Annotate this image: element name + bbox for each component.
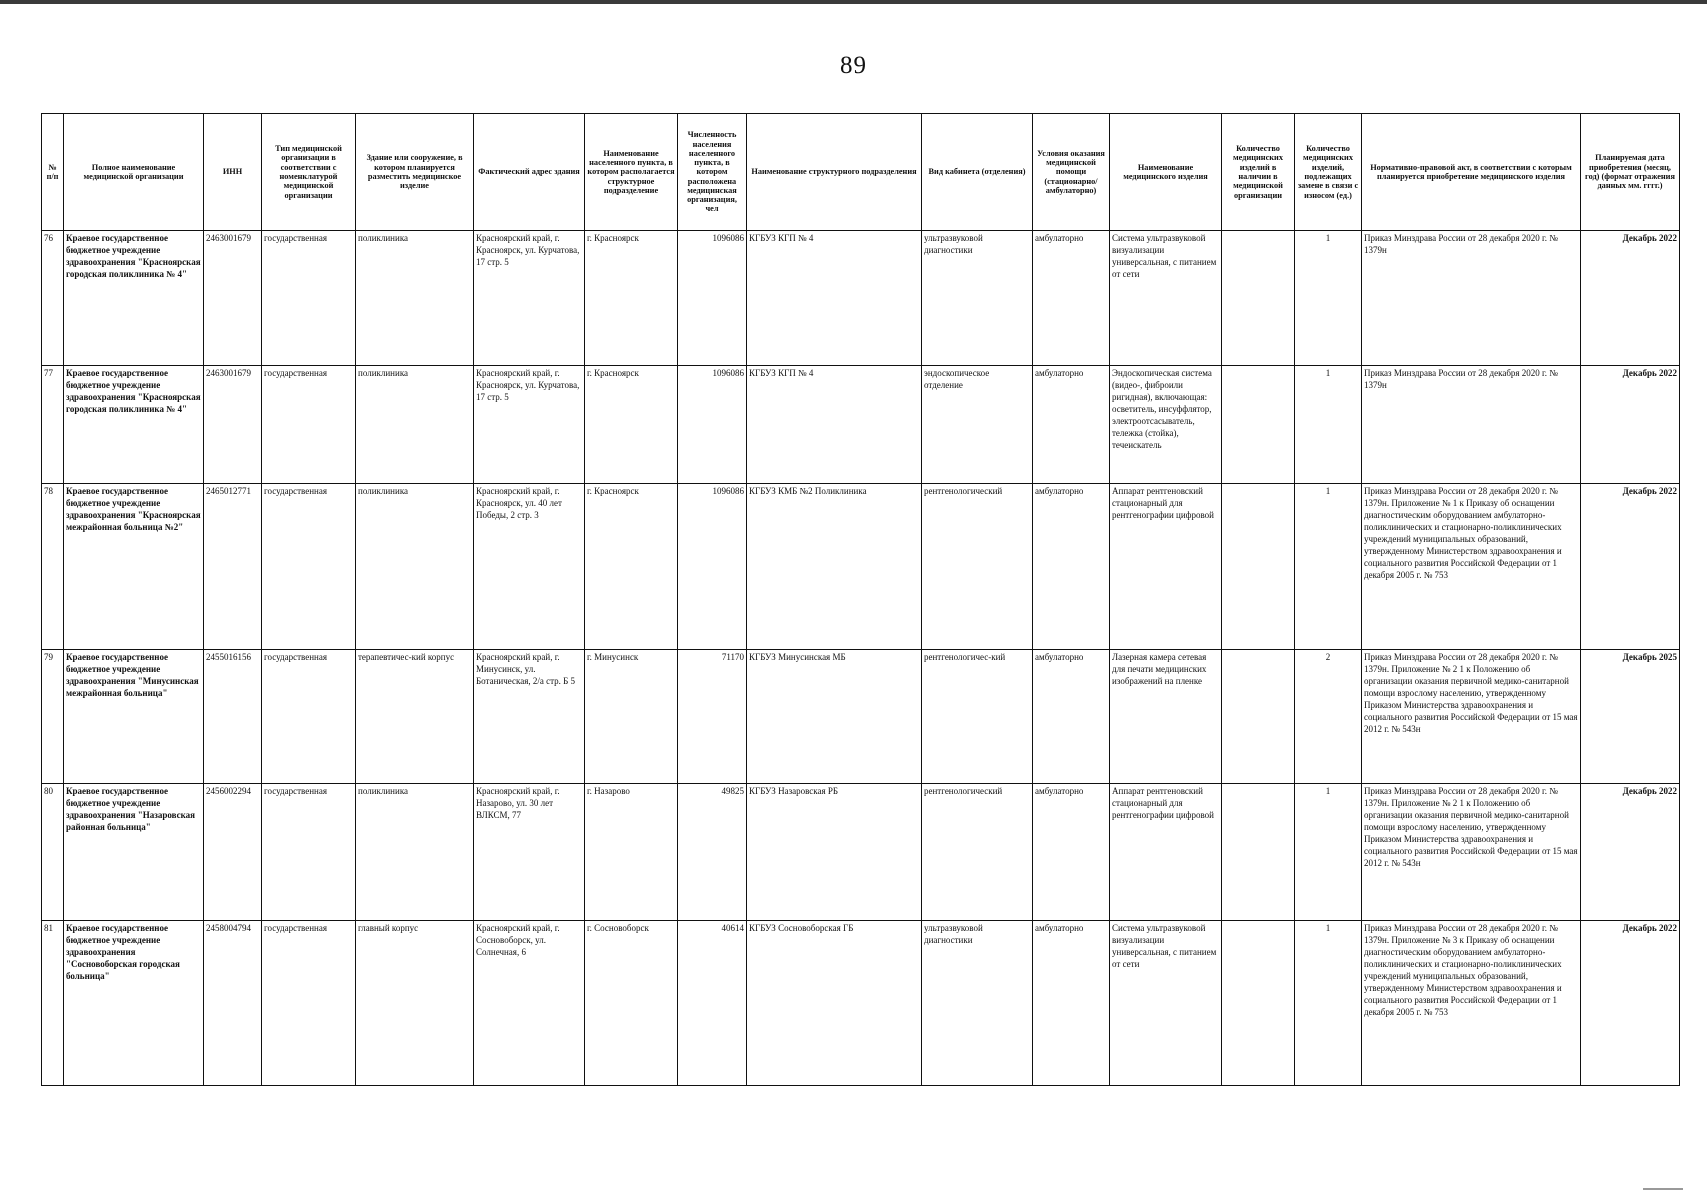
cell-replace: 1 <box>1295 784 1362 921</box>
col-header-num: № п/п <box>42 114 64 231</box>
cell-inn: 2463001679 <box>204 366 262 484</box>
cell-act: Приказ Минздрава России от 28 декабря 2020 г. № 1379н <box>1362 231 1581 366</box>
cell-device: Система ультразвуковой визуализации универсальная, с питанием от сети <box>1110 921 1222 1086</box>
cell-cabinet: рентгенологичес-кий <box>922 650 1033 784</box>
cell-address: Красноярский край, г. Красноярск, ул. Курчатова, 17 стр. 5 <box>474 231 585 366</box>
scan-top-edge <box>0 0 1707 4</box>
cell-device: Лазерная камера сетевая для печати медицинских изображений на пленке <box>1110 650 1222 784</box>
col-header-device: Наименование медицинского изделия <box>1110 114 1222 231</box>
cell-date: Декабрь 2022 <box>1581 231 1680 366</box>
cell-locality: г. Красноярск <box>585 231 678 366</box>
cell-device: Система ультразвуковой визуализации универсальная, с питанием от сети <box>1110 231 1222 366</box>
cell-unit: КГБУЗ Сосновоборская ГБ <box>747 921 922 1086</box>
col-header-act: Нормативно-правовой акт, в соответствии с которым планируется приобретение медицинского изделия <box>1362 114 1581 231</box>
col-header-replace: Количество медицинских изделий, подлежащих замене в связи с износом (ед.) <box>1295 114 1362 231</box>
equipment-table <box>41 113 1680 1086</box>
cell-conditions: амбулаторно <box>1033 484 1110 650</box>
cell-act: Приказ Минздрава России от 28 декабря 2020 г. № 1379н. Приложение № 1 к Приказу об оснащении диагностическим оборудованием амбулаторно-поликлинических и стационарно-поликлинических учреждений муниципальных образований, утвержденному Министерством здравоохранения и социального развития Российской Федерации от 1 декабря 2005 г. № 753 <box>1362 484 1581 650</box>
cell-org: Краевое государственное бюджетное учреждение здравоохранения "Минусинская межрайонная больница" <box>64 650 204 784</box>
cell-unit: КГБУЗ КГП № 4 <box>747 231 922 366</box>
col-header-inn: ИНН <box>204 114 262 231</box>
cell-num: 80 <box>42 784 64 921</box>
cell-act: Приказ Минздрава России от 28 декабря 2020 г. № 1379н. Приложение № 2 1 к Положению об организации оказания первичной медико-санитарной помощи взрослому населению, утвержденному Приказом Министерства здравоохранения и социального развития Российской Федерации от 15 мая 2012 г. № 543н <box>1362 650 1581 784</box>
cell-device: Аппарат рентгеновский стационарный для рентгенографии цифровой <box>1110 784 1222 921</box>
cell-act: Приказ Минздрава России от 28 декабря 2020 г. № 1379н. Приложение № 2 1 к Положению об организации оказания первичной медико-санитарной помощи взрослому населению, утвержденному Приказом Министерства здравоохранения и социального развития Российской Федерации от 15 мая 2012 г. № 543н <box>1362 784 1581 921</box>
cell-inn: 2463001679 <box>204 231 262 366</box>
cell-conditions: амбулаторно <box>1033 784 1110 921</box>
cell-locality: г. Красноярск <box>585 366 678 484</box>
cell-in-stock <box>1222 921 1295 1086</box>
cell-date: Декабрь 2022 <box>1581 366 1680 484</box>
cell-org: Краевое государственное бюджетное учреждение здравоохранения "Красноярская межрайонная больница №2" <box>64 484 204 650</box>
cell-locality: г. Красноярск <box>585 484 678 650</box>
cell-locality: г. Минусинск <box>585 650 678 784</box>
cell-in-stock <box>1222 366 1295 484</box>
cell-population: 40614 <box>678 921 747 1086</box>
cell-unit: КГБУЗ КГП № 4 <box>747 366 922 484</box>
cell-address: Красноярский край, г. Назарово, ул. 30 лет ВЛКСМ, 77 <box>474 784 585 921</box>
col-header-org: Полное наименование медицинской организации <box>64 114 204 231</box>
cell-org: Краевое государственное бюджетное учреждение здравоохранения "Сосновоборская городская больница" <box>64 921 204 1086</box>
table-header-row <box>42 114 1680 231</box>
cell-type: государственная <box>262 484 356 650</box>
cell-type: государственная <box>262 231 356 366</box>
cell-in-stock <box>1222 231 1295 366</box>
cell-num: 79 <box>42 650 64 784</box>
cell-device: Эндоскопическая система (видео-, фиброили ригидная), включающая: осветитель, инсуффлятор, электроотсасыватель, тележка (стойка), течеискатель <box>1110 366 1222 484</box>
table-row <box>42 921 1680 1086</box>
cell-replace: 1 <box>1295 921 1362 1086</box>
cell-type: государственная <box>262 921 356 1086</box>
table-row <box>42 366 1680 484</box>
cell-num: 78 <box>42 484 64 650</box>
cell-date: Декабрь 2025 <box>1581 650 1680 784</box>
cell-building: терапевтичес-кий корпус <box>356 650 474 784</box>
cell-locality: г. Сосновоборск <box>585 921 678 1086</box>
cell-replace: 1 <box>1295 231 1362 366</box>
cell-org: Краевое государственное бюджетное учреждение здравоохранения "Назаровская районная больница" <box>64 784 204 921</box>
cell-date: Декабрь 2022 <box>1581 784 1680 921</box>
cell-num: 81 <box>42 921 64 1086</box>
table-row <box>42 650 1680 784</box>
cell-inn: 2455016156 <box>204 650 262 784</box>
cell-type: государственная <box>262 366 356 484</box>
col-header-address: Фактический адрес здания <box>474 114 585 231</box>
cell-address: Красноярский край, г. Красноярск, ул. Курчатова, 17 стр. 5 <box>474 366 585 484</box>
col-header-type: Тип медицинской организации в соответствии с номенклатурой медицинской организации <box>262 114 356 231</box>
cell-unit: КГБУЗ КМБ №2 Поликлиника <box>747 484 922 650</box>
cell-population: 71170 <box>678 650 747 784</box>
cell-building: поликлиника <box>356 231 474 366</box>
scan-bottom-mark <box>1643 1188 1683 1190</box>
cell-num: 77 <box>42 366 64 484</box>
cell-population: 49825 <box>678 784 747 921</box>
cell-act: Приказ Минздрава России от 28 декабря 2020 г. № 1379н <box>1362 366 1581 484</box>
cell-cabinet: ультразвуковой диагностики <box>922 231 1033 366</box>
cell-conditions: амбулаторно <box>1033 921 1110 1086</box>
cell-inn: 2456002294 <box>204 784 262 921</box>
cell-unit: КГБУЗ Назаровская РБ <box>747 784 922 921</box>
cell-device: Аппарат рентгеновский стационарный для рентгенографии цифровой <box>1110 484 1222 650</box>
cell-replace: 2 <box>1295 650 1362 784</box>
cell-replace: 1 <box>1295 366 1362 484</box>
cell-num: 76 <box>42 231 64 366</box>
cell-date: Декабрь 2022 <box>1581 921 1680 1086</box>
cell-org: Краевое государственное бюджетное учреждение здравоохранения "Красноярская городская поликлиника № 4" <box>64 366 204 484</box>
cell-unit: КГБУЗ Минусинская МБ <box>747 650 922 784</box>
table-row <box>42 231 1680 366</box>
page-number: 89 <box>840 52 867 79</box>
col-header-unit: Наименование структурного подразделения <box>747 114 922 231</box>
cell-address: Красноярский край, г. Сосновоборск, ул. Солнечная, 6 <box>474 921 585 1086</box>
cell-cabinet: эндоскопическое отделение <box>922 366 1033 484</box>
cell-replace: 1 <box>1295 484 1362 650</box>
cell-in-stock <box>1222 484 1295 650</box>
cell-address: Красноярский край, г. Красноярск, ул. 40 лет Победы, 2 стр. 3 <box>474 484 585 650</box>
cell-building: главный корпус <box>356 921 474 1086</box>
cell-population: 1096086 <box>678 366 747 484</box>
cell-in-stock <box>1222 650 1295 784</box>
cell-in-stock <box>1222 784 1295 921</box>
col-header-date: Планируемая дата приобретения (месяц, год) (формат отражения данных мм. гггг.) <box>1581 114 1680 231</box>
cell-conditions: амбулаторно <box>1033 231 1110 366</box>
cell-date: Декабрь 2022 <box>1581 484 1680 650</box>
cell-act: Приказ Минздрава России от 28 декабря 2020 г. № 1379н. Приложение № 3 к Приказу об оснащении диагностическим оборудованием амбулаторно-поликлинических и стационарно-поликлинических учреждений муниципальных образований, утвержденному Министерством здравоохранения и социального развития Российской Федерации от 1 декабря 2005 г. № 753 <box>1362 921 1581 1086</box>
cell-conditions: амбулаторно <box>1033 650 1110 784</box>
cell-inn: 2458004794 <box>204 921 262 1086</box>
col-header-in-stock: Количество медицинских изделий в наличии в медицинской организации <box>1222 114 1295 231</box>
col-header-cabinet: Вид кабинета (отделения) <box>922 114 1033 231</box>
cell-building: поликлиника <box>356 784 474 921</box>
cell-locality: г. Назарово <box>585 784 678 921</box>
cell-address: Красноярский край, г. Минусинск, ул. Ботаническая, 2/а стр. Б 5 <box>474 650 585 784</box>
cell-cabinet: рентгенологический <box>922 784 1033 921</box>
cell-population: 1096086 <box>678 484 747 650</box>
cell-type: государственная <box>262 784 356 921</box>
col-header-locality: Наименование населенного пункта, в котором располагается структурное подразделение <box>585 114 678 231</box>
col-header-conditions: Условия оказания медицинской помощи (стационарно/ амбулаторно) <box>1033 114 1110 231</box>
cell-inn: 2465012771 <box>204 484 262 650</box>
cell-org: Краевое государственное бюджетное учреждение здравоохранения "Красноярская городская поликлиника № 4" <box>64 231 204 366</box>
cell-population: 1096086 <box>678 231 747 366</box>
cell-type: государственная <box>262 650 356 784</box>
cell-conditions: амбулаторно <box>1033 366 1110 484</box>
table-row <box>42 484 1680 650</box>
col-header-building: Здание или сооружение, в котором планируется разместить медицинское изделие <box>356 114 474 231</box>
cell-building: поликлиника <box>356 366 474 484</box>
table-row <box>42 784 1680 921</box>
cell-cabinet: рентгенологический <box>922 484 1033 650</box>
col-header-population: Численность населения населенного пункта, в котором расположена медицинская организация, чел <box>678 114 747 231</box>
cell-cabinet: ультразвуковой диагностики <box>922 921 1033 1086</box>
cell-building: поликлиника <box>356 484 474 650</box>
